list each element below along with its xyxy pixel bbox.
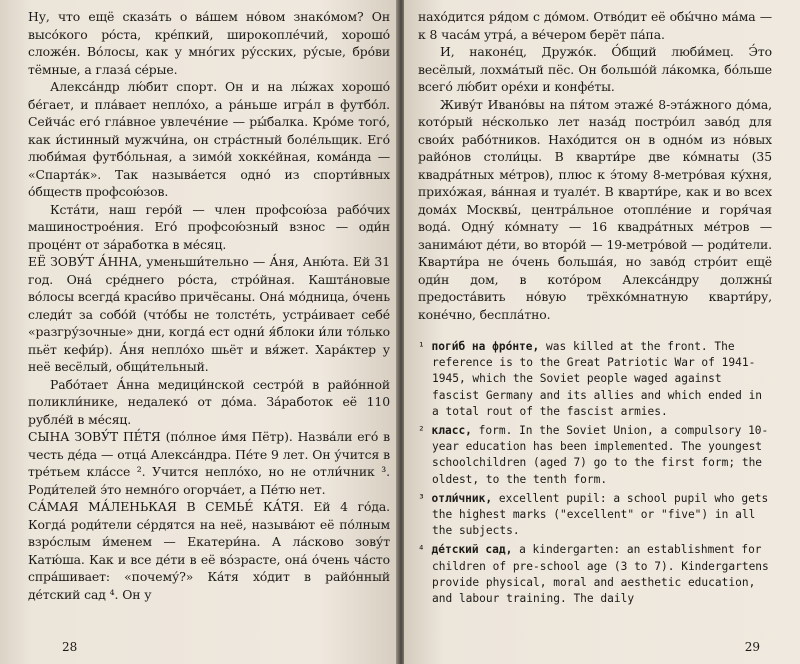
footnote-term: де́тский сад, <box>431 543 513 557</box>
page-number-left: 28 <box>62 640 78 654</box>
paragraph-anna: ЕЁ ЗОВУ́Т А́ННА, уменьши́тельно — А́ня, Аню́та. Ей 31 год. Она́ сре́днего ро́ста, стро́йная. Кашта́новые во́лосы всегда́ краси́во причёсаны. Она́ мо́дница, о́чень следи́т за собо́й (что́бы не толсте́ть, устра́ивает себе́ «разгру́зочные» дни, когда́ ест одни́ я́блоки и́ли то́лько пьёт кефи́р). А́ня непло́хо шьёт и вя́жет. Хара́ктер у неё весёлый, общи́тельный. <box>28 254 390 374</box>
footnote <box>418 423 772 488</box>
paragraph-petya: СЫНА ЗОВУ́Т ПЕ́ТЯ (по́лное и́мя Пётр). Назва́ли его́ в честь де́да — отца́ Алекса́ндра. Пе́те 9 лет. Он у́чится в тре́тьем кла́ссе ². Учится непло́хо, но не отли́чник ³. Роди́телей э́то немно́го огорча́ет, а Пе́тю нет. <box>28 429 390 497</box>
paragraph-druzhok: И, наконе́ц, Дружо́к. О́бщий люби́мец. Э́то весёлый, лохма́тый пёс. Он большо́й ла́комка, бо́льше всего́ лю́бит оре́хи и конфе́ты. <box>418 44 772 94</box>
footnote-term: поги́б на фро́нте, <box>431 340 540 353</box>
footnote-marker: ³ <box>418 491 425 505</box>
paragraph-sport: Алекса́ндр лю́бит спорт. Он и на лы́жах хорошо́ бе́гает, и пла́вает непло́хо, а ра́ньше игра́л в футбо́л. Сейча́с его́ гла́вное увлече́ние — ры́балка. Кро́ме того́, как и́стинный мужчи́на, он стра́стный боле́льщик. Его́ люби́мая футбо́льная, а зимо́й хокке́йная, кома́нда — «Спарта́к». Так называ́ется одно́ из спорти́вных о́бществ профсою́зов. <box>28 79 390 199</box>
paragraph-union: Кста́ти, наш геро́й — член профсою́за рабо́чих машинострое́ния. Его́ профсою́зный взнос — оди́н проце́нт от за́работка в ме́сяц. <box>28 201 390 252</box>
footnotes <box>418 339 772 607</box>
paragraph-kindergarten-cont: нахо́дится ря́дом с до́мом. Отво́дит её обы́чно ма́ма — к 8 часа́м утра́, а ве́чером берёт па́па. <box>418 9 772 42</box>
right-page-text <box>418 8 772 323</box>
footnote-term: отли́чник, <box>431 491 493 505</box>
footnote-term: класс, <box>431 424 472 438</box>
footnote <box>418 339 772 420</box>
paragraph-apartment: Живу́т Ивано́вы на пя́том этаже́ 8-эта́жного до́ма, кото́рый не́сколько лет наза́д постро́ил заво́д для свои́х рабо́тников. Нахо́дится он в одно́м из но́вых райо́нов столи́цы. В кварти́ре две ко́мнаты (35 квадра́тных ме́тров), плюс к э́тому 8-метро́вая ку́хня, прихо́жая, ва́нная и туале́т. В кварти́ре, как и во всех дома́х Москвы́, центра́льное отопле́ние и горя́чая вода́. Одну́ ко́мнату — 16 квадра́тных ме́тров — занима́ют де́ти, во второ́й — 19-метро́вой — роди́тели. Кварти́ра не о́чень больша́я, но заво́д стро́ит ещё оди́н дом, в кото́ром Алекса́ндру должны́ предоста́вить но́вую трёхко́мнатную кварти́ру, коне́чно, беспла́тно. <box>418 96 772 322</box>
left-page-text <box>28 8 390 603</box>
footnote <box>418 542 772 607</box>
page-number-right: 29 <box>744 640 760 654</box>
footnote-text: was killed at the front. The reference is to the Great Patriotic War of 1941-1945, which the Soviet people waged against fascist Germany and its allies and which ended in a total rout of the fascist armies. <box>432 340 763 418</box>
footnote <box>418 491 772 540</box>
paragraph-appearance: Ну, что ещё сказа́ть о ва́шем но́вом знако́мом? Он высо́кого ро́ста, кре́пкий, широкопле́чий, хорошо́ сложе́н. Во́лосы, как у мно́гих ру́сских, ру́сые, бро́ви тёмные, а глаза́ се́рые. <box>28 9 390 77</box>
footnote-text: a kindergarten: an establishment for children of pre-school age (3 to 7). Kindergartens provide physical, moral and aesthetic education, and labour training. The daily <box>432 543 769 606</box>
footnote-marker: ⁴ <box>418 543 425 557</box>
footnote-text: excellent pupil: a school pupil who gets the highest marks ("excellent" or "five") in all the subjects. <box>432 491 769 538</box>
paragraph-katya: СА́МАЯ МА́ЛЕНЬКАЯ В СЕМЬЕ́ КА́ТЯ. Ей 4 го́да. Когда́ роди́тели се́рдятся на неё, называ́ют её по́лным взро́слым и́менем — Екатери́на. А ла́сково зову́т Катю́ша. Как и все де́ти в её во́зрасте, она́ о́чень ча́сто спра́шивает: «почему́?» Ка́тя хо́дит в райо́нный де́тский сад ⁴. Он у <box>28 499 390 602</box>
footnote-text: form. In the Soviet Union, a compulsory 10-year education has been implemented. The youngest schoolchildren (aged 7) go to the first form; the oldest, to the tenth form. <box>432 424 769 486</box>
footnote-marker: ¹ <box>418 340 425 353</box>
paragraph-anna-work: Рабо́тает А́нна медици́нской сестро́й в райо́нной поликли́нике, недалеко́ от до́ма. За́работок её 110 рубле́й в ме́сяц. <box>28 376 390 427</box>
footnote-marker: ² <box>418 424 425 438</box>
right-page <box>404 0 800 664</box>
